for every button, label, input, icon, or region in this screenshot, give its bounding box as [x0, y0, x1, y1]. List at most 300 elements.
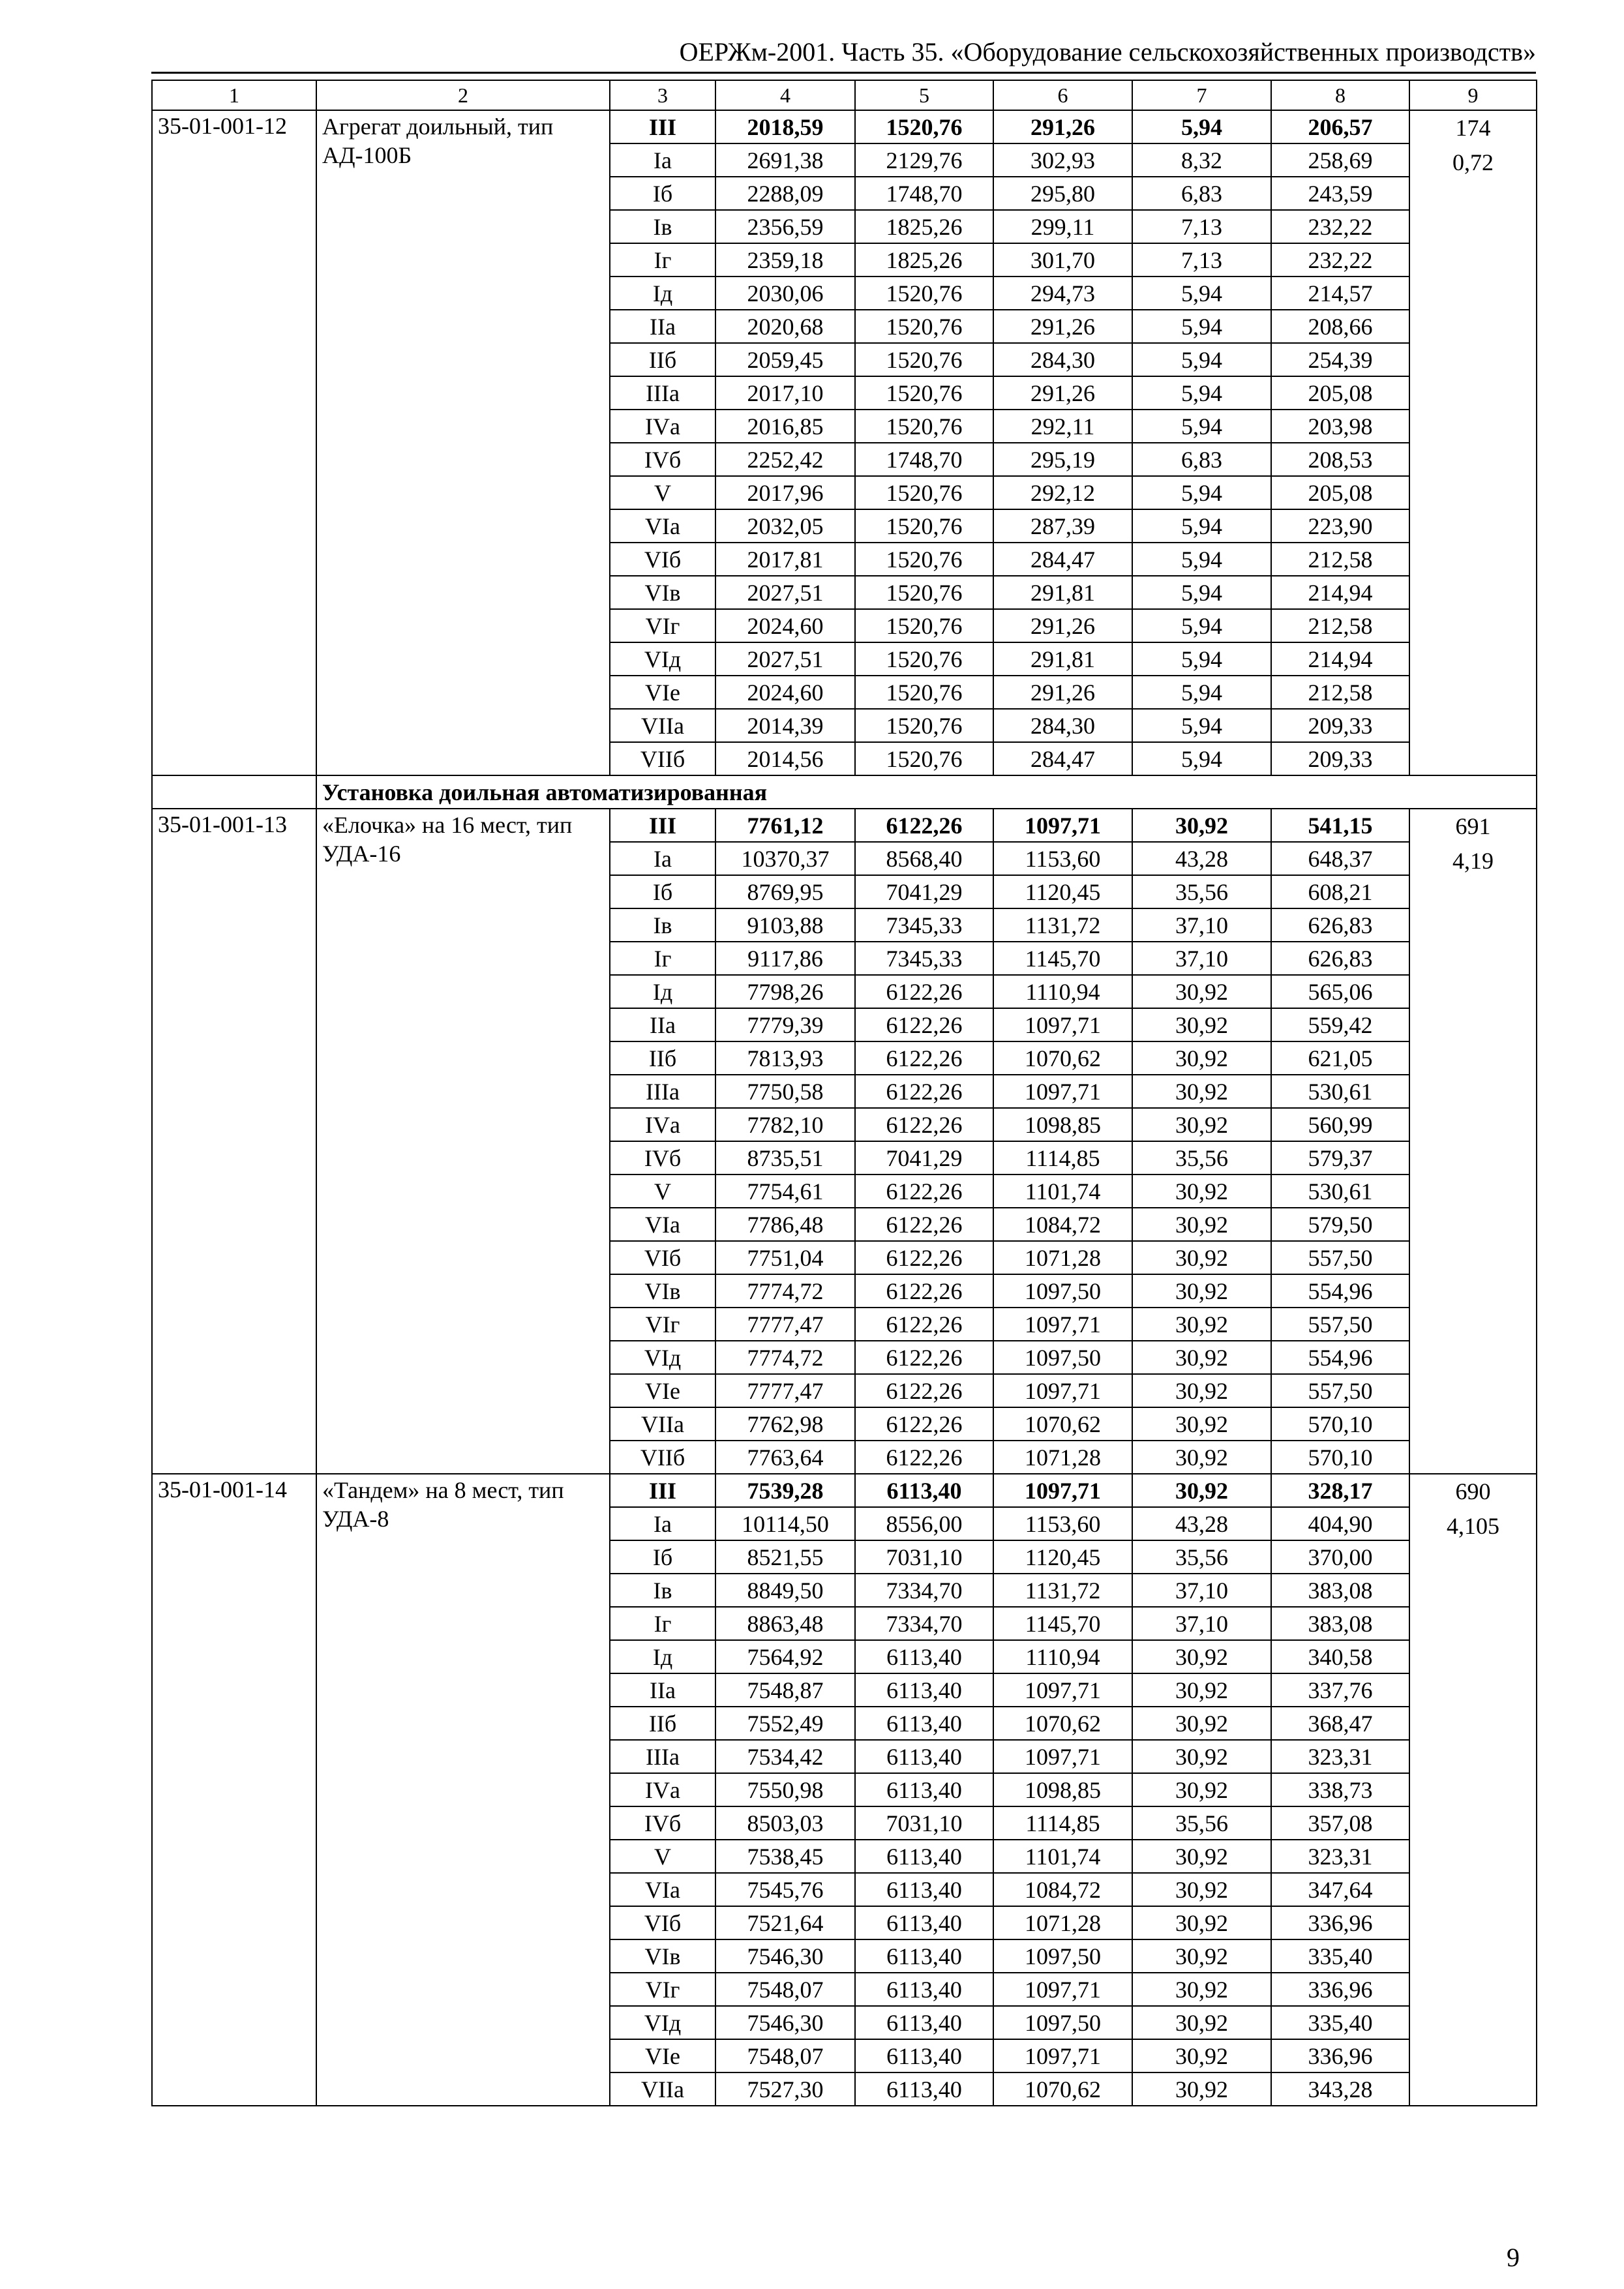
value-cell: 1131,72 — [993, 1574, 1132, 1607]
value-cell: 284,30 — [993, 343, 1132, 376]
value-cell: 7527,30 — [715, 2072, 855, 2106]
value-cell: 212,58 — [1271, 676, 1409, 709]
value-cell: 30,92 — [1132, 2039, 1271, 2072]
value-cell: 1071,28 — [993, 1241, 1132, 1274]
value-cell: 7564,92 — [715, 1640, 855, 1673]
value-cell: 7,13 — [1132, 210, 1271, 243]
column-number: 4 — [715, 80, 855, 110]
column9-value: 174 — [1455, 115, 1491, 141]
zone-cell: IIб — [610, 343, 715, 376]
zone-cell: Iв — [610, 908, 715, 942]
value-cell: 243,59 — [1271, 177, 1409, 210]
value-cell: 1114,85 — [993, 1141, 1132, 1174]
value-cell: 336,96 — [1271, 1973, 1409, 2006]
value-cell: 338,73 — [1271, 1773, 1409, 1806]
value-cell: 559,42 — [1271, 1008, 1409, 1041]
value-cell: 6122,26 — [855, 1374, 993, 1407]
zone-cell: IIа — [610, 1008, 715, 1041]
value-cell: 1097,71 — [993, 1973, 1132, 2006]
value-cell: 347,64 — [1271, 1873, 1409, 1906]
value-cell: 212,58 — [1271, 543, 1409, 576]
zone-cell: VIд — [610, 642, 715, 676]
value-cell: 10370,37 — [715, 842, 855, 875]
value-cell: 6122,26 — [855, 1341, 993, 1374]
value-cell: 7777,47 — [715, 1308, 855, 1341]
value-cell: 30,92 — [1132, 1474, 1271, 1507]
value-cell: 8849,50 — [715, 1574, 855, 1607]
value-cell: 37,10 — [1132, 1607, 1271, 1640]
value-cell: 1110,94 — [993, 1640, 1132, 1673]
table-row — [152, 110, 1537, 143]
value-cell: 1153,60 — [993, 842, 1132, 875]
value-cell: 7,13 — [1132, 243, 1271, 277]
value-cell: 1097,71 — [993, 1008, 1132, 1041]
value-cell: 299,11 — [993, 210, 1132, 243]
value-cell: 2027,51 — [715, 576, 855, 609]
value-cell: 30,92 — [1132, 1840, 1271, 1873]
value-cell: 43,28 — [1132, 842, 1271, 875]
value-cell: 6113,40 — [855, 1906, 993, 1939]
value-cell: 6113,40 — [855, 2006, 993, 2039]
value-cell: 7777,47 — [715, 1374, 855, 1407]
zone-cell: Iг — [610, 942, 715, 975]
value-cell: 1097,71 — [993, 1374, 1132, 1407]
value-cell: 1520,76 — [855, 543, 993, 576]
value-cell: 2030,06 — [715, 277, 855, 310]
value-cell: 2359,18 — [715, 243, 855, 277]
value-cell: 7754,61 — [715, 1174, 855, 1208]
value-cell: 2020,68 — [715, 310, 855, 343]
value-cell: 1097,71 — [993, 1673, 1132, 1707]
value-cell: 2014,39 — [715, 709, 855, 742]
column-number: 7 — [1132, 80, 1271, 110]
value-cell: 7798,26 — [715, 975, 855, 1008]
value-cell: 1520,76 — [855, 376, 993, 410]
value-cell: 541,15 — [1271, 809, 1409, 842]
value-cell: 5,94 — [1132, 343, 1271, 376]
value-cell: 209,33 — [1271, 709, 1409, 742]
value-cell: 30,92 — [1132, 1075, 1271, 1108]
value-cell: 383,08 — [1271, 1607, 1409, 1640]
value-cell: 1097,71 — [993, 1075, 1132, 1108]
value-cell: 6113,40 — [855, 1773, 993, 1806]
value-cell: 6122,26 — [855, 1308, 993, 1341]
value-cell: 30,92 — [1132, 1707, 1271, 1740]
zone-cell: VIа — [610, 1873, 715, 1906]
value-cell: 530,61 — [1271, 1075, 1409, 1108]
value-cell: 37,10 — [1132, 908, 1271, 942]
column9-value: 0,72 — [1452, 149, 1494, 175]
value-cell: 232,22 — [1271, 210, 1409, 243]
value-cell: 1145,70 — [993, 1607, 1132, 1640]
value-cell: 608,21 — [1271, 875, 1409, 908]
value-cell: 30,92 — [1132, 1108, 1271, 1141]
value-cell: 214,94 — [1271, 576, 1409, 609]
zone-cell: Iг — [610, 243, 715, 277]
zone-cell: VIв — [610, 1939, 715, 1973]
value-cell: 7041,29 — [855, 1141, 993, 1174]
value-cell: 206,57 — [1271, 110, 1409, 143]
value-cell: 30,92 — [1132, 1274, 1271, 1308]
value-cell: 30,92 — [1132, 1640, 1271, 1673]
value-cell: 7751,04 — [715, 1241, 855, 1274]
value-cell: 565,06 — [1271, 975, 1409, 1008]
value-cell: 6122,26 — [855, 975, 993, 1008]
value-cell: 30,92 — [1132, 1441, 1271, 1474]
value-cell: 570,10 — [1271, 1441, 1409, 1474]
value-cell: 554,96 — [1271, 1274, 1409, 1308]
value-cell: 1520,76 — [855, 676, 993, 709]
value-cell: 8,32 — [1132, 143, 1271, 177]
value-cell: 6122,26 — [855, 1174, 993, 1208]
value-cell: 1145,70 — [993, 942, 1132, 975]
value-cell: 5,94 — [1132, 376, 1271, 410]
value-cell: 7786,48 — [715, 1208, 855, 1241]
price-table — [151, 80, 1537, 2106]
value-cell: 1520,76 — [855, 709, 993, 742]
value-cell: 214,94 — [1271, 642, 1409, 676]
zone-cell: VIIа — [610, 2072, 715, 2106]
value-cell: 1520,76 — [855, 110, 993, 143]
value-cell: 2129,76 — [855, 143, 993, 177]
value-cell: 287,39 — [993, 509, 1132, 543]
zone-cell: V — [610, 1840, 715, 1873]
value-cell: 7548,87 — [715, 1673, 855, 1707]
value-cell: 295,19 — [993, 443, 1132, 476]
zone-cell: Iб — [610, 177, 715, 210]
zone-cell: Iа — [610, 143, 715, 177]
zone-cell: IIб — [610, 1707, 715, 1740]
column9-cell — [1409, 809, 1537, 1474]
value-cell: 30,92 — [1132, 1939, 1271, 1973]
zone-cell: VIе — [610, 676, 715, 709]
value-cell: 294,73 — [993, 277, 1132, 310]
value-cell: 1097,50 — [993, 1939, 1132, 1973]
value-cell: 5,94 — [1132, 277, 1271, 310]
value-cell: 343,28 — [1271, 2072, 1409, 2106]
value-cell: 1097,71 — [993, 1740, 1132, 1773]
item-code: 35-01-001-12 — [152, 110, 316, 775]
value-cell: 6,83 — [1132, 177, 1271, 210]
zone-cell: Iг — [610, 1607, 715, 1640]
value-cell: 30,92 — [1132, 1873, 1271, 1906]
value-cell: 223,90 — [1271, 509, 1409, 543]
value-cell: 7534,42 — [715, 1740, 855, 1773]
value-cell: 291,26 — [993, 310, 1132, 343]
value-cell: 7545,76 — [715, 1873, 855, 1906]
value-cell: 1120,45 — [993, 1540, 1132, 1574]
value-cell: 1084,72 — [993, 1208, 1132, 1241]
value-cell: 203,98 — [1271, 410, 1409, 443]
value-cell: 7552,49 — [715, 1707, 855, 1740]
column9-value: 4,19 — [1452, 848, 1494, 874]
value-cell: 30,92 — [1132, 1374, 1271, 1407]
value-cell: 35,56 — [1132, 1141, 1271, 1174]
column-number-row — [152, 80, 1537, 110]
page-number: 9 — [1507, 2243, 1520, 2272]
value-cell: 7548,07 — [715, 1973, 855, 2006]
value-cell: 626,83 — [1271, 908, 1409, 942]
value-cell: 30,92 — [1132, 1308, 1271, 1341]
zone-cell: VIе — [610, 1374, 715, 1407]
value-cell: 30,92 — [1132, 1208, 1271, 1241]
value-cell: 7546,30 — [715, 1939, 855, 1973]
value-cell: 208,53 — [1271, 443, 1409, 476]
section-heading-row — [152, 775, 1537, 809]
zone-cell: IVб — [610, 1806, 715, 1840]
value-cell: 1825,26 — [855, 243, 993, 277]
value-cell: 1097,50 — [993, 1274, 1132, 1308]
zone-cell: VIе — [610, 2039, 715, 2072]
value-cell: 37,10 — [1132, 942, 1271, 975]
zone-cell: IIа — [610, 310, 715, 343]
value-cell: 291,26 — [993, 110, 1132, 143]
value-cell: 301,70 — [993, 243, 1132, 277]
value-cell: 1101,74 — [993, 1840, 1132, 1873]
zone-cell: Iв — [610, 1574, 715, 1607]
value-cell: 7750,58 — [715, 1075, 855, 1108]
section-heading: Установка доильная автоматизированная — [316, 775, 1537, 809]
zone-cell: VIб — [610, 1906, 715, 1939]
section-heading-spacer — [152, 775, 316, 809]
zone-cell: VIд — [610, 2006, 715, 2039]
value-cell: 30,92 — [1132, 1673, 1271, 1707]
value-cell: 30,92 — [1132, 1773, 1271, 1806]
zone-cell: Iд — [610, 975, 715, 1008]
value-cell: 1520,76 — [855, 310, 993, 343]
value-cell: 340,58 — [1271, 1640, 1409, 1673]
value-cell: 7031,10 — [855, 1540, 993, 1574]
value-cell: 209,33 — [1271, 742, 1409, 775]
value-cell: 2356,59 — [715, 210, 855, 243]
value-cell: 2288,09 — [715, 177, 855, 210]
value-cell: 336,96 — [1271, 2039, 1409, 2072]
zone-cell: VIд — [610, 1341, 715, 1374]
zone-cell: V — [610, 1174, 715, 1208]
value-cell: 1070,62 — [993, 1707, 1132, 1740]
value-cell: 5,94 — [1132, 310, 1271, 343]
value-cell: 5,94 — [1132, 742, 1271, 775]
value-cell: 8503,03 — [715, 1806, 855, 1840]
value-cell: 30,92 — [1132, 1407, 1271, 1441]
value-cell: 284,47 — [993, 742, 1132, 775]
value-cell: 1520,76 — [855, 410, 993, 443]
value-cell: 6122,26 — [855, 1008, 993, 1041]
value-cell: 9117,86 — [715, 942, 855, 975]
zone-cell: VIIб — [610, 1441, 715, 1474]
value-cell: 5,94 — [1132, 576, 1271, 609]
value-cell: 557,50 — [1271, 1308, 1409, 1341]
value-cell: 6113,40 — [855, 1873, 993, 1906]
value-cell: 6113,40 — [855, 1740, 993, 1773]
value-cell: 7521,64 — [715, 1906, 855, 1939]
value-cell: 1114,85 — [993, 1806, 1132, 1840]
zone-cell: VIа — [610, 1208, 715, 1241]
value-cell: 9103,88 — [715, 908, 855, 942]
value-cell: 5,94 — [1132, 609, 1271, 642]
zone-cell: III — [610, 110, 715, 143]
value-cell: 1120,45 — [993, 875, 1132, 908]
value-cell: 10114,50 — [715, 1507, 855, 1540]
value-cell: 2017,10 — [715, 376, 855, 410]
value-cell: 5,94 — [1132, 543, 1271, 576]
zone-cell: Iб — [610, 1540, 715, 1574]
value-cell: 5,94 — [1132, 709, 1271, 742]
value-cell: 557,50 — [1271, 1374, 1409, 1407]
value-cell: 2027,51 — [715, 642, 855, 676]
value-cell: 1071,28 — [993, 1906, 1132, 1939]
value-cell: 1097,71 — [993, 1308, 1132, 1341]
value-cell: 30,92 — [1132, 2006, 1271, 2039]
value-cell: 2018,59 — [715, 110, 855, 143]
value-cell: 291,26 — [993, 609, 1132, 642]
value-cell: 7813,93 — [715, 1041, 855, 1075]
value-cell: 7762,98 — [715, 1407, 855, 1441]
value-cell: 6113,40 — [855, 2072, 993, 2106]
value-cell: 6122,26 — [855, 1041, 993, 1075]
value-cell: 6113,40 — [855, 1939, 993, 1973]
table-row — [152, 1474, 1537, 1507]
value-cell: 1098,85 — [993, 1108, 1132, 1141]
zone-cell: VIб — [610, 543, 715, 576]
value-cell: 30,92 — [1132, 1740, 1271, 1773]
zone-cell: V — [610, 476, 715, 509]
value-cell: 6113,40 — [855, 1973, 993, 2006]
zone-cell: VIв — [610, 1274, 715, 1308]
value-cell: 6122,26 — [855, 1274, 993, 1308]
value-cell: 570,10 — [1271, 1407, 1409, 1441]
value-cell: 212,58 — [1271, 609, 1409, 642]
value-cell: 284,47 — [993, 543, 1132, 576]
value-cell: 530,61 — [1271, 1174, 1409, 1208]
value-cell: 2017,96 — [715, 476, 855, 509]
value-cell: 6113,40 — [855, 1640, 993, 1673]
zone-cell: VIв — [610, 576, 715, 609]
value-cell: 1520,76 — [855, 609, 993, 642]
zone-cell: Iв — [610, 210, 715, 243]
value-cell: 30,92 — [1132, 1174, 1271, 1208]
value-cell: 30,92 — [1132, 1341, 1271, 1374]
value-cell: 328,17 — [1271, 1474, 1409, 1507]
zone-cell: VIг — [610, 1308, 715, 1341]
value-cell: 1097,71 — [993, 2039, 1132, 2072]
item-name: Агрегат доильный, тип АД-100Б — [316, 110, 610, 775]
value-cell: 1098,85 — [993, 1773, 1132, 1806]
value-cell: 5,94 — [1132, 476, 1271, 509]
value-cell: 323,31 — [1271, 1740, 1409, 1773]
value-cell: 357,08 — [1271, 1806, 1409, 1840]
value-cell: 6122,26 — [855, 1241, 993, 1274]
zone-cell: Iа — [610, 1507, 715, 1540]
value-cell: 37,10 — [1132, 1574, 1271, 1607]
value-cell: 258,69 — [1271, 143, 1409, 177]
value-cell: 7334,70 — [855, 1607, 993, 1640]
value-cell: 35,56 — [1132, 1540, 1271, 1574]
value-cell: 621,05 — [1271, 1041, 1409, 1075]
value-cell: 557,50 — [1271, 1241, 1409, 1274]
value-cell: 30,92 — [1132, 809, 1271, 842]
zone-cell: IIа — [610, 1673, 715, 1707]
value-cell: 7031,10 — [855, 1806, 993, 1840]
page-header: ОЕРЖм-2001. Часть 35. «Оборудование сельскохозяйственных производств» — [679, 37, 1536, 67]
value-cell: 1748,70 — [855, 177, 993, 210]
value-cell: 7334,70 — [855, 1574, 993, 1607]
value-cell: 291,81 — [993, 576, 1132, 609]
value-cell: 30,92 — [1132, 1241, 1271, 1274]
value-cell: 7546,30 — [715, 2006, 855, 2039]
value-cell: 6122,26 — [855, 809, 993, 842]
value-cell: 30,92 — [1132, 1041, 1271, 1075]
value-cell: 43,28 — [1132, 1507, 1271, 1540]
value-cell: 1520,76 — [855, 642, 993, 676]
value-cell: 579,37 — [1271, 1141, 1409, 1174]
value-cell: 208,66 — [1271, 310, 1409, 343]
value-cell: 214,57 — [1271, 277, 1409, 310]
value-cell: 7539,28 — [715, 1474, 855, 1507]
value-cell: 5,94 — [1132, 110, 1271, 143]
value-cell: 337,76 — [1271, 1673, 1409, 1707]
value-cell: 2024,60 — [715, 676, 855, 709]
value-cell: 292,11 — [993, 410, 1132, 443]
value-cell: 205,08 — [1271, 476, 1409, 509]
value-cell: 560,99 — [1271, 1108, 1409, 1141]
value-cell: 291,81 — [993, 642, 1132, 676]
value-cell: 284,30 — [993, 709, 1132, 742]
column-number: 1 — [152, 80, 316, 110]
value-cell: 7041,29 — [855, 875, 993, 908]
column-number: 2 — [316, 80, 610, 110]
zone-cell: IVб — [610, 443, 715, 476]
value-cell: 6,83 — [1132, 443, 1271, 476]
zone-cell: IIIа — [610, 376, 715, 410]
value-cell: 5,94 — [1132, 676, 1271, 709]
value-cell: 7538,45 — [715, 1840, 855, 1873]
column9-value: 690 — [1455, 1478, 1491, 1504]
value-cell: 1110,94 — [993, 975, 1132, 1008]
value-cell: 30,92 — [1132, 1973, 1271, 2006]
item-code: 35-01-001-14 — [152, 1474, 316, 2106]
value-cell: 1097,71 — [993, 809, 1132, 842]
value-cell: 7782,10 — [715, 1108, 855, 1141]
value-cell: 1070,62 — [993, 1407, 1132, 1441]
value-cell: 6113,40 — [855, 1840, 993, 1873]
value-cell: 1520,76 — [855, 576, 993, 609]
value-cell: 383,08 — [1271, 1574, 1409, 1607]
zone-cell: VIIа — [610, 1407, 715, 1441]
value-cell: 1131,72 — [993, 908, 1132, 942]
value-cell: 7345,33 — [855, 942, 993, 975]
value-cell: 7761,12 — [715, 809, 855, 842]
value-cell: 1070,62 — [993, 2072, 1132, 2106]
value-cell: 335,40 — [1271, 2006, 1409, 2039]
value-cell: 1825,26 — [855, 210, 993, 243]
item-code: 35-01-001-13 — [152, 809, 316, 1474]
value-cell: 648,37 — [1271, 842, 1409, 875]
value-cell: 7774,72 — [715, 1341, 855, 1374]
value-cell: 7548,07 — [715, 2039, 855, 2072]
value-cell: 6122,26 — [855, 1108, 993, 1141]
value-cell: 6122,26 — [855, 1208, 993, 1241]
value-cell: 6113,40 — [855, 1673, 993, 1707]
value-cell: 1070,62 — [993, 1041, 1132, 1075]
zone-cell: IVа — [610, 1108, 715, 1141]
value-cell: 5,94 — [1132, 642, 1271, 676]
value-cell: 291,26 — [993, 376, 1132, 410]
value-cell: 8556,00 — [855, 1507, 993, 1540]
value-cell: 6113,40 — [855, 1707, 993, 1740]
value-cell: 30,92 — [1132, 1906, 1271, 1939]
value-cell: 1520,76 — [855, 742, 993, 775]
